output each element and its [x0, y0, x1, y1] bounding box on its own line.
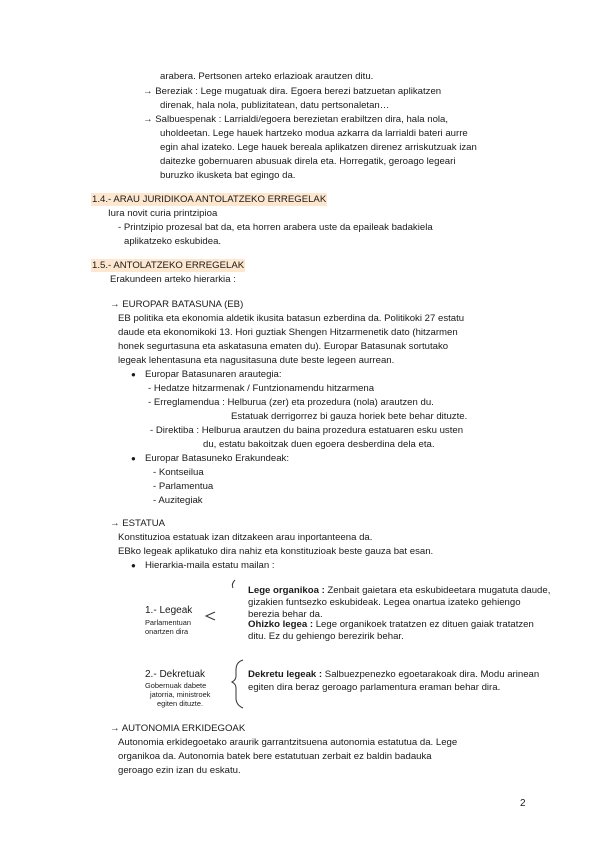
- text-line: egiten dira beraz geroago parlamentura eraman behar dira.: [248, 682, 501, 693]
- text-line: Konstituzioa estatuak izan ditzakeen arau inportanteena da.: [118, 532, 373, 543]
- diagram-note: onartzen dira: [145, 627, 189, 636]
- list-item: - Parlamentua: [153, 481, 214, 492]
- bullet-icon: ●: [131, 561, 136, 570]
- diagram-node-dekretuak: 2.- Dekretuak: [145, 669, 206, 680]
- list-title: Europar Batasuneko Erakundeak:: [145, 453, 289, 464]
- subsection-title: → EUROPAR BATASUNA (EB): [110, 299, 244, 310]
- text-line: direnak, hala nola, publizitatean, datu pertsonaletan…: [160, 100, 390, 111]
- section-heading: 1.4.- ARAU JURIDIKOA ANTOLATZEKO ERREGELAK: [92, 194, 327, 205]
- text-line: ditu. Ez du gehiengo berezirik behar.: [248, 631, 404, 642]
- page-number: 2: [520, 798, 526, 809]
- text-line: uholdeetan. Lege hauek hartzeko modua azkarra da larrialdi bateri aurre: [160, 128, 468, 139]
- text-line: Hierarkia-maila estatu mailan :: [145, 560, 275, 571]
- text-line: Erakundeen arteko hierarkia :: [110, 274, 236, 285]
- text-line: Iura novit curia printzipioa: [108, 208, 218, 219]
- text-line: → Bereziak : Lege mugatuak dira. Egoera berezi batzuetan aplikatzen: [143, 86, 442, 97]
- diagram-note: Parlamentuan: [145, 618, 192, 627]
- text-line: gizakien funtsezko eskubideak. Legea onartua izateko gehiengo: [248, 597, 521, 608]
- text-line: daitezke gobernuaren abusuak direla eta. Horregatik, geroago legeari: [160, 156, 456, 167]
- subsection-title: → ESTATUA: [110, 518, 166, 529]
- text-line: - Printzipio prozesal bat da, eta horren arabera uste da epaileak badakiela: [118, 222, 433, 233]
- text-line: EB politika eta ekonomia aldetik ikusita batasun ezberdina da. Politikoki 27 estatu: [118, 313, 465, 324]
- organikoa-label: Lege organikoa :: [248, 585, 325, 596]
- dekretu-label: Dekretu legeak :: [248, 669, 323, 680]
- text-line: buruzko ikusketa bat egingo da.: [160, 170, 296, 181]
- text-line: Autonomia erkidegoetako araurik garrantzitsuena autonomia estatutua da. Lege: [118, 737, 458, 748]
- text-line: berezia behar da.: [248, 609, 323, 620]
- list-item: - Hedatze hitzarmenak / Funtzionamendu hitzarmena: [148, 383, 375, 394]
- ohizko-label: Ohizko legea :: [248, 619, 314, 630]
- list-item: du, estatu bakoitzak duen egoera desberdina dela eta.: [203, 439, 435, 450]
- diagram-node-legeak: 1.- Legeak: [145, 605, 193, 616]
- text-line: EBko legeak aplikatuko dira nahiz eta konstituzioak beste gauza bat esan.: [118, 546, 434, 557]
- list-item: - Kontseilua: [153, 467, 204, 478]
- diagram-note: egiten dituzte.: [157, 699, 204, 708]
- list-item: - Auzitegiak: [153, 495, 203, 506]
- bullet-icon: ●: [131, 370, 136, 379]
- text-line: daude eta ekonomikoki 13. Hori guztiak Shengen Hitzarmenetik dato (hitzarmen: [118, 327, 458, 338]
- list-item: Estatuak derrigorrez bi gauza horiek bete behar dituzte.: [231, 411, 468, 422]
- list-title: Europar Batasunaren arautegia:: [145, 369, 282, 380]
- text-line: honek segurtasuna eta askatasuna ematen du). Europar Batasunak sortutako: [118, 341, 449, 352]
- dekretu-text: Salbuezpenezko egoetarakoak dira. Modu arinean: [322, 669, 540, 680]
- section-heading: 1.5.- ANTOLATZEKO ERREGELAK: [92, 260, 245, 271]
- ohizko-text: Lege organikoek tratatzen ez dituen gaiak tratatzen: [313, 619, 534, 630]
- text-line: → Salbuespenak : Larrialdi/egoera berezietan erabiltzen dira, hala nola,: [143, 114, 449, 125]
- diagram-note: Gobernuak dabete: [145, 681, 207, 690]
- text-line: organikoa da. Autonomia batek bere estatutuan zerbait ez baldin badauka: [118, 751, 432, 762]
- text-line: arabera. Pertsonen arteko erlazioak arautzen ditu.: [160, 71, 374, 82]
- text-line: egin ahal izateko. Lege hauek bereala aplikatzen direnez arriskutzuak izan: [160, 142, 477, 153]
- organikoa-text: Zenbait gaietara eta eskubideetara mugatuta daude,: [324, 585, 551, 596]
- subsection-title: → AUTONOMIA ERKIDEGOAK: [110, 723, 246, 734]
- list-item: - Erreglamendua : Helburua (zer) eta prozedura (nola) arautzen du.: [148, 397, 434, 408]
- diagram-note: jatorria, ministroek: [150, 690, 211, 699]
- bullet-icon: ●: [131, 454, 136, 463]
- text-line: legeak lehentasuna eta nagusitasuna dute beste legeen aurrean.: [118, 355, 395, 366]
- text-line: geroago ezin izan du eskatu.: [118, 765, 241, 776]
- text-line: aplikatzeko eskubidea.: [124, 236, 222, 247]
- dekretu-line: [248, 668, 539, 681]
- list-item: - Direktiba : Helburua arautzen du baina prozedura estatuaren esku usten: [150, 425, 464, 436]
